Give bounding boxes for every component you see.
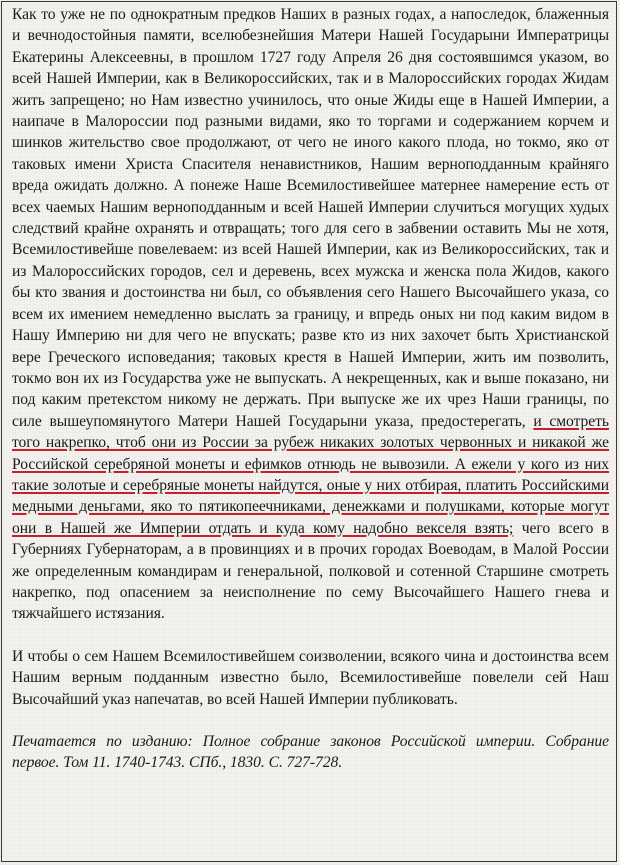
paragraph-main-start: Как то уже не по однократным предков Наших в разных годах, а напоследок, блаженныя и вечнодостойныя памяти, вселюбезнейшия Матери Нашей Государыни Императрицы Екатерины Алексеевны, в прошлом 1727 году Апреля 26 дня состоявшимся указом, во всей Нашей Империи, как в Великороссийских, так и в Малороссийских городах Жидам жить запрещено; но Нам известно учинилось, что оные Жиды еще в Нашей Империи, а наипаче в Малороссии под разными видами, яко то торгами и содержанием корчем и шинков жительство свое продолжают, от чего не иного какого плода, но токмо, яко от таковых имени Христа Спасителя ненавистников, Нашим верноподданным крайняго вреда ожидать должно. А понеже Наше Всемилостивейшее матернее намерение есть от всех чаемых Нашим верноподданным и всей Нашей Империи случиться могущих худых следствий крайне охранять и отвращать; того для сего в забвении оставить Мы не хотя, Всемилостивейше повелеваем: из всей Нашей Империи, как из Великороссийских, так и из Малороссийских городов, сел и деревень, всех мужска и женска пола Жидов, какого бы кто звания и достоинства ни был, со объявления сего Нашего Высочайшего указа, со всем их имением немедленно выслать за границу, и впредь оных ни под каким видом в Нашу Империю ни для чего не впускать; разве кто из них захочет быть Христианской вере Греческого исповедания; таковых крестя в Нашей Империи, жить им позволить, токмо вон их из Государства уже не выпускать. А некрещенных, как и выше показано, ни под каким претекстом никому не держать. При выпуске же их чрез Наши границы, по силе вышеупомянутого Матери Нашей Государыни указа, предостерегать, bbox=[12, 6, 609, 430]
document-body bbox=[12, 4, 609, 774]
highlighted-passage: и смотреть того накрепко, чтоб они из России за рубеж никаких золотых червонных и никакой же Российской серебряной монеты и ефимков отнюдь не вывозили. А ежели у кого из них такие золотые и серебряные монеты найдутся, оные у них отбирая, платить Российскими медными деньгами, яко то пятикопеечниками, денежками и полушками, которые могут они в Нашей же Империи отдать и куда кому надобно векселя взять; bbox=[12, 412, 609, 537]
paragraph-publication: И чтобы о сем Нашем Всемилостивейшем соизволении, всякого чина и достоинства всем Нашим верным подданным известно было, Всемилостивейше повелели сей Наш Высочайший указ напечатав, во всей Нашей Империи публиковать. bbox=[12, 647, 609, 708]
paragraph-main-end: чего всего в Губерниях Губернаторам, а в провинциях и в прочих городах Воеводам, в Малой России же определенным командирам и генеральной, полковой и сотенной Старшине смотреть накрепко, под опасением за неисполнение по сему Высочайшего Нашего гнева и тяжчайшего истязания. bbox=[12, 519, 609, 623]
source-citation: Печатается по изданию: Полное собрание законов Российской империи. Собрание первое. Том 11. 1740-1743. СПб., 1830. С. 727-728. bbox=[12, 733, 609, 772]
paragraph-main bbox=[12, 4, 609, 625]
